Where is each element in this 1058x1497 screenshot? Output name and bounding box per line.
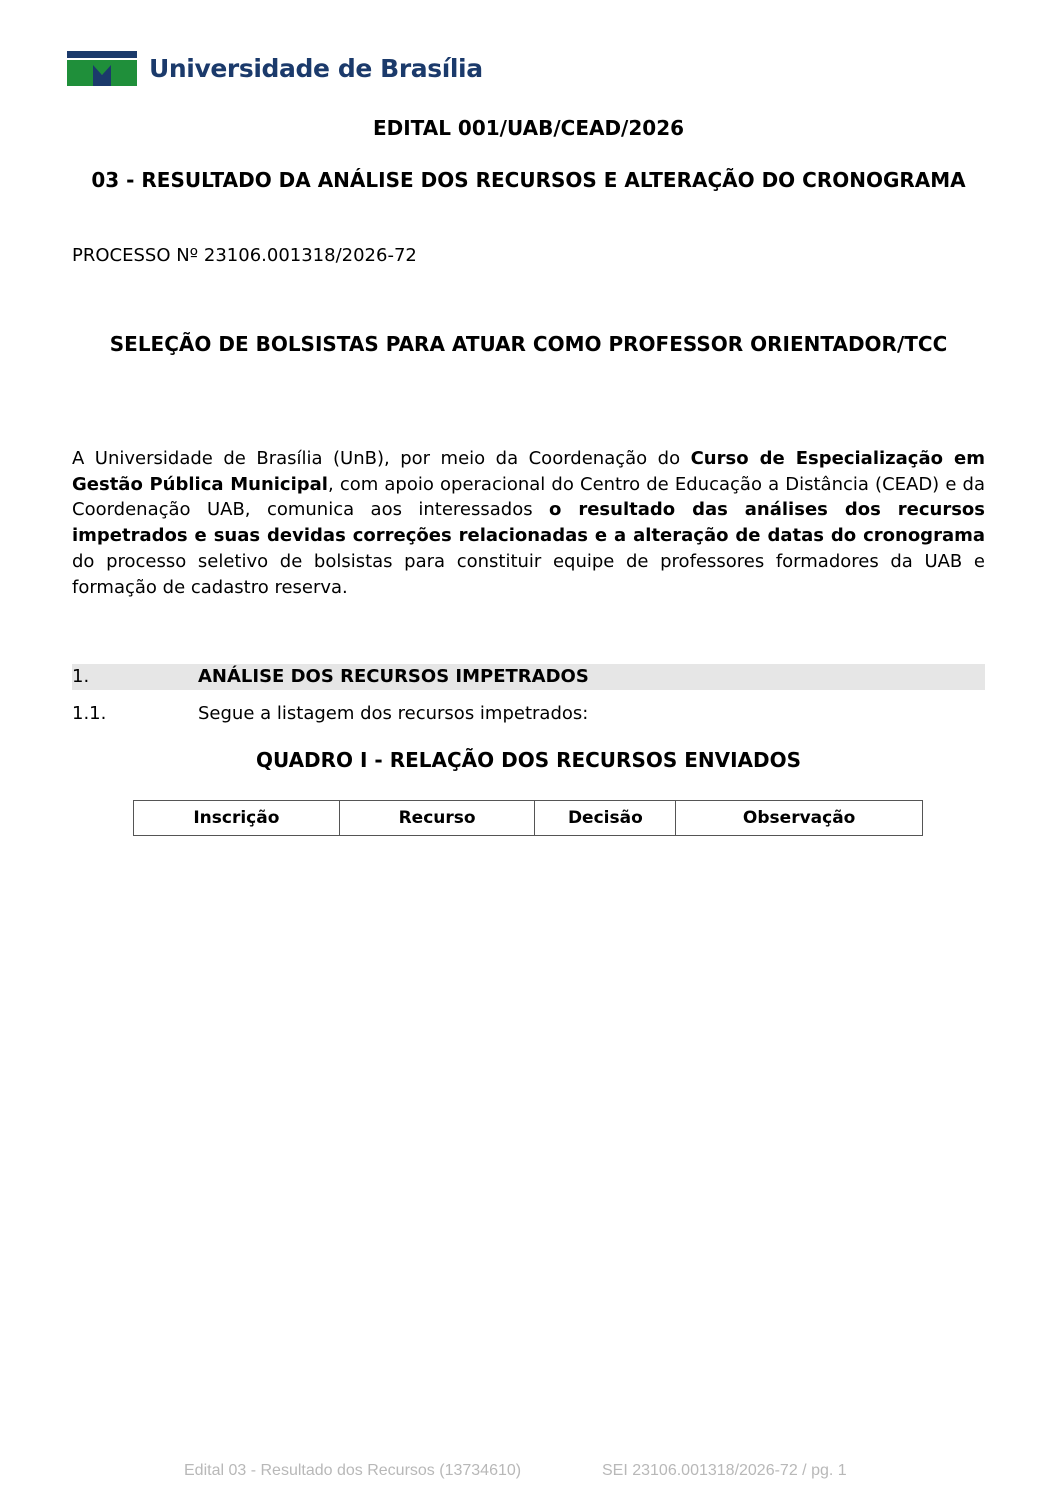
- institution-name: Universidade de Brasília: [149, 54, 483, 83]
- processo-number: PROCESSO Nº 23106.001318/2026-72: [72, 245, 417, 266]
- university-logo: [67, 51, 483, 86]
- intro-bold-2: o resultado das análises dos recursos impetrados e suas devidas correções relacionadas e a alteração de datas do cronograma: [72, 499, 985, 547]
- unb-emblem-icon: [67, 51, 137, 86]
- section-number: 1.: [72, 666, 90, 687]
- edital-title: EDITAL 001/UAB/CEAD/2026: [372, 116, 685, 140]
- intro-text-1: A Universidade de Brasília (UnB), por meio da Coordenação do: [72, 448, 691, 469]
- column-header-decisao: Decisão: [535, 801, 676, 836]
- column-header-recurso: Recurso: [339, 801, 535, 836]
- intro-text-3: do processo seletivo de bolsistas para constituir equipe de professores formadores da UAB e formação de cadastro reserva.: [72, 550, 985, 598]
- intro-text-2: , com apoio operacional do Centro de Educação a Distância (CEAD) e da Coordenação UAB, comunica aos interessados: [72, 473, 985, 521]
- footer-sei-page: SEI 23106.001318/2026-72 / pg. 1: [602, 1462, 847, 1479]
- column-header-inscricao: Inscrição: [134, 801, 340, 836]
- recursos-table: [133, 800, 923, 836]
- table-header-row: [134, 801, 923, 836]
- item-text: Segue a listagem dos recursos impetrados:: [198, 703, 589, 724]
- quadro-title: QUADRO I - RELAÇÃO DOS RECURSOS ENVIADOS: [255, 748, 802, 772]
- item-number: 1.1.: [72, 703, 107, 724]
- intro-paragraph: [72, 446, 985, 600]
- section-title: ANÁLISE DOS RECURSOS IMPETRADOS: [198, 666, 589, 687]
- footer-document-id: Edital 03 - Resultado dos Recursos (13734610): [184, 1462, 522, 1479]
- edital-subtitle: 03 - RESULTADO DA ANÁLISE DOS RECURSOS E ALTERAÇÃO DO CRONOGRAMA: [91, 168, 966, 192]
- column-header-observacao: Observação: [676, 801, 923, 836]
- section-1-heading: [72, 664, 985, 690]
- selecao-title: SELEÇÃO DE BOLSISTAS PARA ATUAR COMO PROFESSOR ORIENTADOR/TCC: [109, 332, 948, 356]
- intro-bold-1: Curso de Especialização em Gestão Pública Municipal: [72, 448, 985, 495]
